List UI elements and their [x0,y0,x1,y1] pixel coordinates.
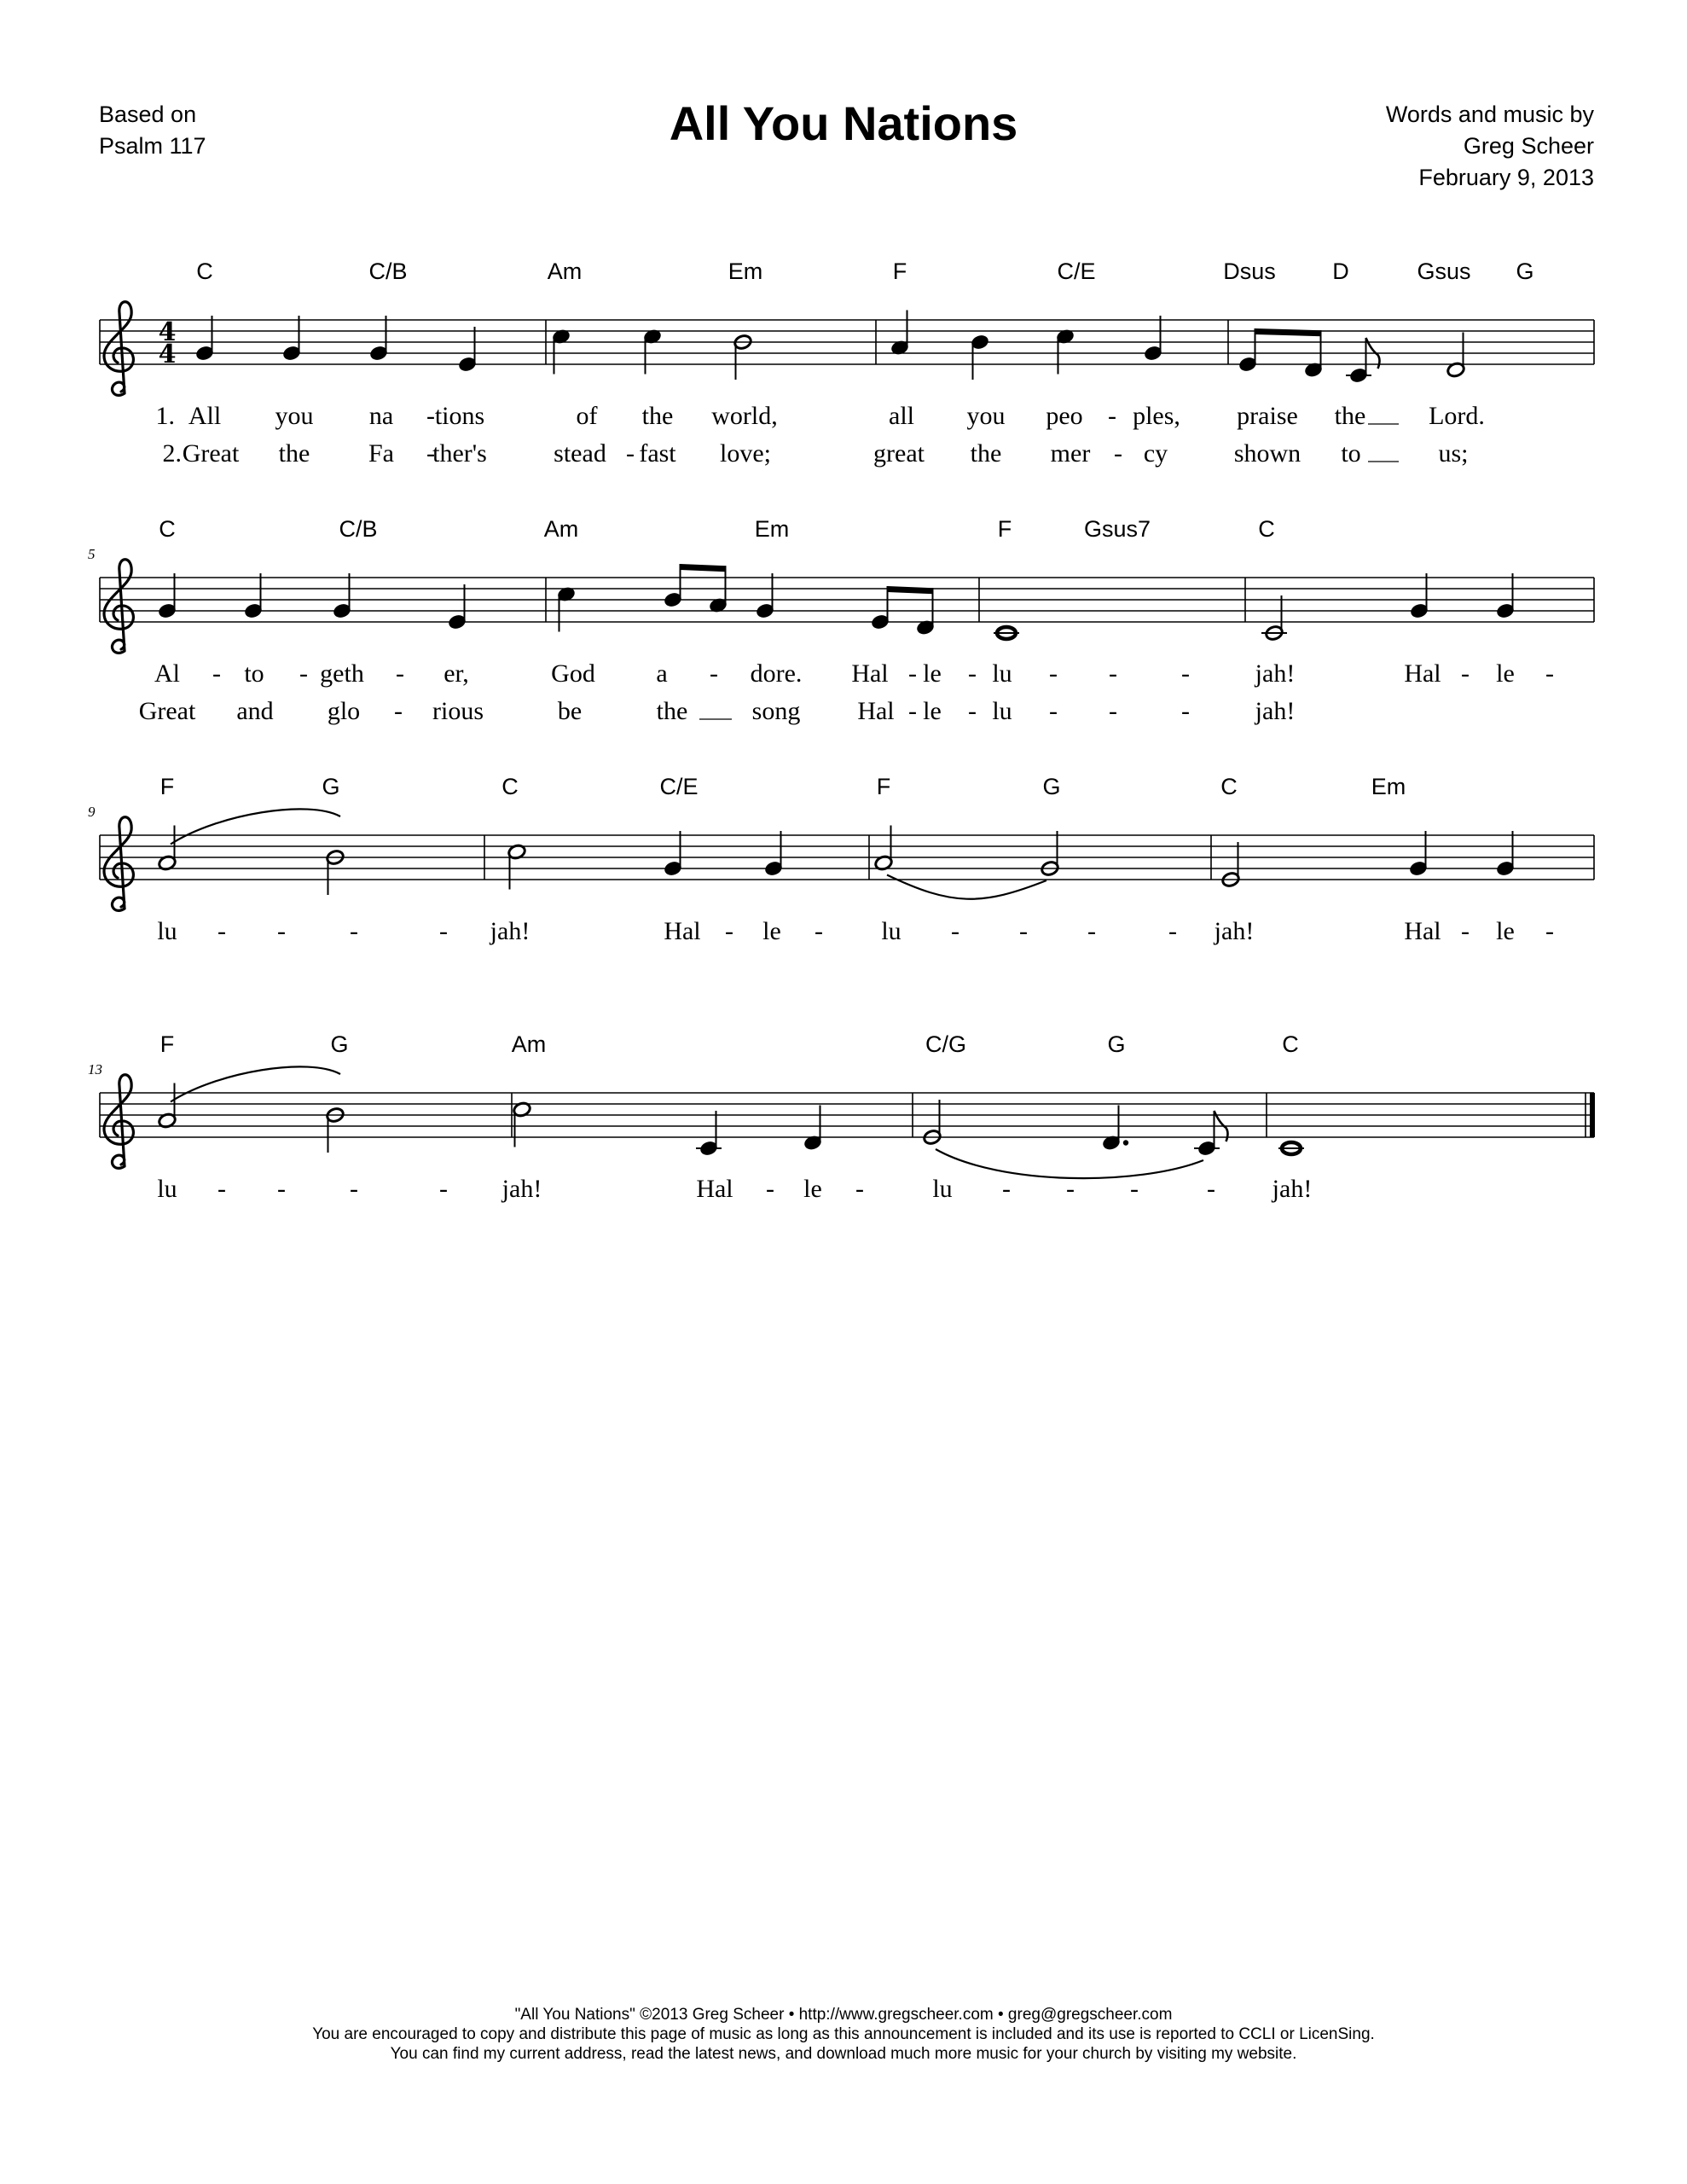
lyric-syllable: Hal [851,659,889,688]
lyric-hyphen: - [426,402,435,430]
treble-clef-icon [104,817,133,911]
lyric-syllable: jah! [1272,1175,1313,1203]
lyric-hyphen: - [1049,697,1058,725]
lyric-hyphen: - [1109,697,1117,725]
lyric-syllable: the [1334,402,1366,430]
chord-symbol: Em [1371,774,1406,799]
lyric-syllable: le [803,1175,822,1203]
lyric-hyphen: - [908,697,917,725]
lyric-hyphen: - [908,659,917,688]
lyric-syllable: jah! [1255,697,1296,725]
lyric-hyphen: - [1207,1175,1215,1203]
chord-symbol: C [159,516,176,542]
lyric-syllable: geth [320,659,364,688]
lyric-hyphen: - [350,1175,358,1203]
chord-symbol: C [196,258,213,284]
beam [1255,328,1322,336]
credit-line-3: February 9, 2013 [1418,165,1594,190]
lyric-syllable: le [1496,917,1515,945]
lyric-hyphen: - [1019,917,1028,945]
lyric-hyphen: - [968,659,977,688]
chord-symbol: G [1042,774,1061,799]
credit-line-1: Words and music by [1385,102,1594,127]
tie [887,875,1046,899]
lyric-syllable: lu [932,1175,953,1203]
chord-symbol: C/B [339,516,378,542]
lyric-hyphen: - [217,917,226,945]
beam [888,586,934,594]
chord-symbol: F [892,258,907,284]
beam [681,564,727,572]
chord-symbol: C [1220,774,1238,799]
lyric-syllable: shown [1233,439,1301,468]
lyric-syllable: the [970,439,1002,468]
chord-symbol: F [159,1031,175,1057]
lyric-syllable: Hal [696,1175,733,1203]
lyric-hyphen: - [766,1175,774,1203]
lyric-syllable: us; [1438,439,1469,468]
lyric-syllable: stead [554,439,606,468]
lyric-syllable: Hal [1404,917,1441,945]
lyric-hyphen: - [1181,659,1190,688]
lyric-hyphen: - [396,659,404,688]
lyric-syllable: dore. [750,659,803,688]
chord-symbol: C/B [368,258,408,284]
lyric-syllable: lu [992,697,1012,725]
final-barline-thick [1590,1093,1595,1137]
lyric-syllable: lu [157,1175,177,1203]
lyric-hyphen: - [968,697,977,725]
verse-label: 2. [162,439,182,468]
footer-website-note: You can find my current address, read the latest news, and download much more music for your church by visiting my website. [390,2045,1297,2063]
footer-permission: You are encouraged to copy and distribute this page of music as long as this announcement is included and its use is reported to CCLI or LicenSing. [312,2025,1375,2043]
chord-symbol: Am [547,258,583,284]
lyric-hyphen: - [725,917,733,945]
lyric-syllable: le [1496,659,1515,688]
lyric-syllable: the [278,439,310,468]
lyric-syllable: lu [157,917,177,945]
time-signature-bottom: 4 [158,340,177,369]
lyric-hyphen: - [439,917,448,945]
lyric-syllable: Al [154,659,180,688]
measure-number: 5 [88,546,96,562]
lyric-hyphen: - [1168,917,1177,945]
page-title: All You Nations [669,96,1018,150]
chord-symbol: G [1516,258,1534,284]
lyric-hyphen: - [1049,659,1058,688]
lyric-hyphen: - [277,917,286,945]
lyric-hyphen: - [1108,402,1116,430]
lyric-syllable: a [656,659,668,688]
lyric-syllable: God [551,659,595,688]
lyric-syllable: jah! [1255,659,1296,688]
lyric-hyphen: - [1545,659,1554,688]
lyric-syllable: na [368,402,394,430]
chord-symbol: F [876,774,891,799]
chord-symbol: Gsus7 [1083,516,1151,542]
lyric-syllable: Hal [857,697,895,725]
chord-symbol: C/G [925,1031,967,1057]
source-line-1: Based on [99,102,197,127]
lyric-syllable: to [244,659,264,688]
lyric-syllable: love; [720,439,771,468]
lyric-hyphen: - [439,1175,448,1203]
chord-symbol: F [159,774,175,799]
lyric-syllable: peo [1046,402,1083,430]
lyric-hyphen: - [394,697,403,725]
lyric-syllable: Lord. [1429,402,1485,430]
chord-symbol: Am [543,516,579,542]
verse-label: 1. [155,402,175,430]
lyric-hyphen: - [951,917,959,945]
lyric-syllable: er, [443,659,469,688]
lyric-syllable: Hal [1404,659,1441,688]
lyric-hyphen: - [1181,697,1190,725]
lyric-syllable: mer [1050,439,1091,468]
lyric-syllable: Great [138,697,196,725]
lyric-syllable: the [641,402,674,430]
lyric-hyphen: - [350,917,358,945]
time-signature-top: 4 [158,317,177,347]
chord-symbol: Gsus [1417,258,1471,284]
lyric-syllable: all [889,402,914,430]
slur [171,809,340,844]
lyric-syllable: praise [1237,402,1298,430]
chord-symbol: D [1332,258,1349,284]
chord-symbol: G [1107,1031,1126,1057]
lyric-syllable: lu [881,917,901,945]
measure-number: 13 [88,1061,102,1077]
lyric-hyphen: - [1545,917,1554,945]
lyric-syllable: the [656,697,688,725]
measure-number: 9 [88,804,96,820]
credit-line-2: Greg Scheer [1463,133,1594,159]
lyric-hyphen: - [1002,1175,1011,1203]
lyric-hyphen: - [299,659,308,688]
treble-clef-icon [104,1075,133,1169]
lyric-syllable: le [923,697,942,725]
lyric-syllable: le [762,917,781,945]
lyric-syllable: jah! [490,917,530,945]
chord-symbol: G [330,1031,349,1057]
lyric-syllable: tions [434,402,485,430]
lyric-syllable: rious [432,697,484,725]
lyric-syllable: Great [182,439,240,468]
lyric-syllable: fast [639,439,676,468]
lyric-hyphen: - [1461,659,1470,688]
source-line-2: Psalm 117 [99,133,206,159]
lyric-syllable: Fa [368,439,394,468]
lyric-hyphen: - [212,659,221,688]
chord-symbol: C [501,774,519,799]
chord-symbol: Em [754,516,790,542]
lyric-hyphen: - [1130,1175,1139,1203]
lyric-hyphen: - [217,1175,226,1203]
chord-symbol: F [997,516,1012,542]
lyric-syllable: lu [992,659,1012,688]
lyric-hyphen: - [855,1175,864,1203]
chord-symbol: Dsus [1223,258,1276,284]
lyric-syllable: glo [327,697,361,725]
lyric-syllable: ples, [1133,402,1180,430]
chord-symbol: Em [728,258,763,284]
lyric-hyphen: - [1114,439,1122,468]
chord-symbol: G [322,774,340,799]
lyric-hyphen: - [710,659,718,688]
lyric-syllable: All [188,402,222,430]
augmentation-dot [1123,1140,1128,1145]
lyric-syllable: Hal [664,917,701,945]
chord-symbol: C/E [659,774,699,799]
lyric-syllable: great [873,439,925,468]
lyric-hyphen: - [1066,1175,1075,1203]
lyric-hyphen: - [277,1175,286,1203]
lyric-syllable: world, [711,402,778,430]
chord-symbol: C/E [1057,258,1096,284]
lyric-syllable: you [275,402,314,430]
lyric-hyphen: - [626,439,635,468]
lyric-hyphen: - [1109,659,1117,688]
chord-symbol: C [1282,1031,1299,1057]
lyric-hyphen: - [426,439,435,468]
lyric-syllable: cy [1143,439,1168,468]
treble-clef-icon [104,560,133,653]
lyric-syllable: be [557,697,583,725]
lyric-syllable: jah! [1214,917,1255,945]
lyric-syllable: of [576,402,598,430]
lyric-syllable: ther's [432,439,487,468]
chord-symbol: C [1258,516,1275,542]
lyric-syllable: and [236,697,274,725]
lyric-syllable: you [966,402,1006,430]
lyric-hyphen: - [815,917,823,945]
lyric-syllable: song [751,697,801,725]
footer [0,2005,1687,2064]
treble-clef-icon [104,302,133,396]
lyric-syllable: le [923,659,942,688]
footer-copyright: "All You Nations" ©2013 Greg Scheer • http://www.gregscheer.com • greg@gregscheer.com [514,2006,1173,2024]
lyric-syllable: to [1341,439,1361,468]
lyric-hyphen: - [1087,917,1096,945]
slur [171,1066,340,1101]
lyric-hyphen: - [1461,917,1470,945]
chord-symbol: Am [511,1031,547,1057]
tie [936,1149,1203,1178]
lyric-syllable: jah! [501,1175,542,1203]
